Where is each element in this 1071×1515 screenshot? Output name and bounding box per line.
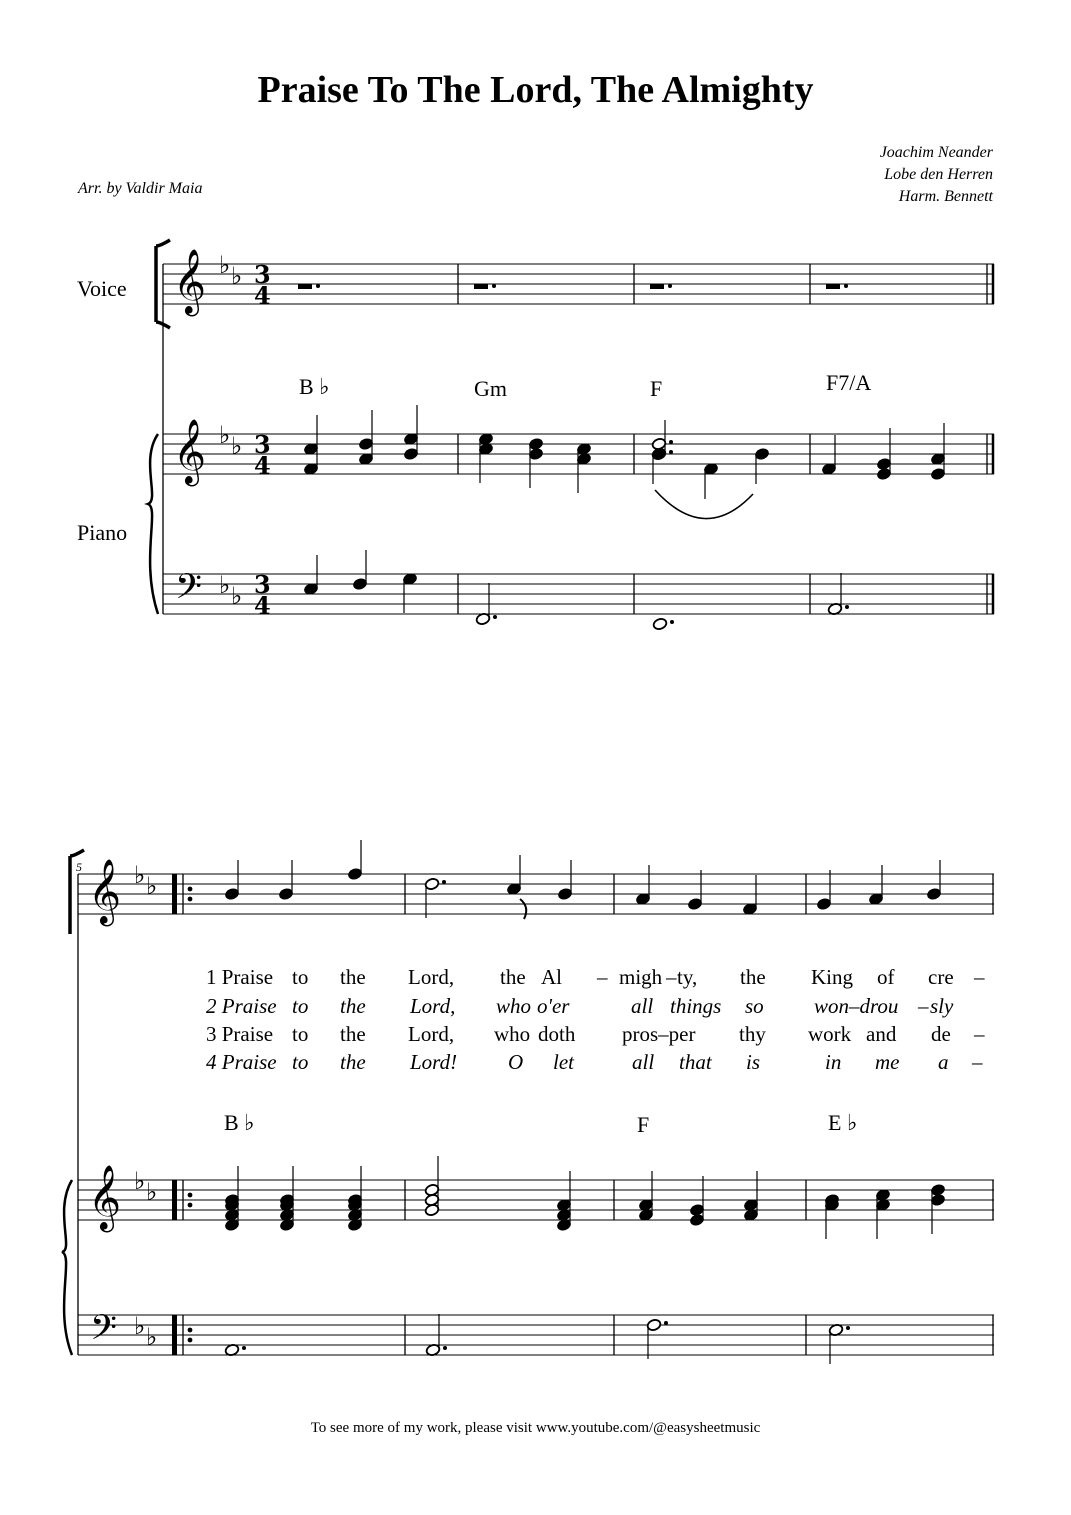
flat-icon: ♭ <box>231 262 243 290</box>
repeat-dot <box>188 1203 193 1208</box>
augmentation-dot <box>493 615 497 619</box>
instrument-piano-label: Piano <box>77 520 128 545</box>
lyric-syllable: who <box>496 994 532 1018</box>
voice-staff <box>78 874 994 914</box>
lyric-syllable: the <box>340 994 366 1018</box>
augmentation-dot <box>443 1346 447 1350</box>
lyric-syllable: to <box>292 1022 309 1046</box>
chord-symbol: Gm <box>474 376 507 401</box>
credit-line-2: Lobe den Herren <box>884 166 993 183</box>
lyric-syllable: me <box>875 1050 900 1074</box>
lyric-syllable: doth <box>538 1022 576 1046</box>
augmentation-dot <box>670 620 674 624</box>
augmentation-dot <box>492 284 496 288</box>
lyric-syllable: all <box>632 1050 655 1074</box>
lyric-syllable: Lord, <box>408 965 455 989</box>
lyric-syllable: won–drou <box>814 994 899 1018</box>
lyric-syllable: 1 Praise <box>206 965 274 989</box>
lyric-syllable: – <box>974 1022 985 1046</box>
treble-clef-icon: 𝄞 <box>173 419 207 484</box>
repeat-dot <box>188 1338 193 1343</box>
time-signature-denominator: 4 <box>254 451 271 480</box>
repeat-thick-bar <box>172 1315 177 1355</box>
song-title: Praise To The Lord, The Almighty <box>257 69 814 111</box>
time-signature-numerator: 3 <box>254 570 271 599</box>
lyric-syllable: – <box>972 1050 983 1074</box>
treble-clef-icon: 𝄞 <box>88 859 122 924</box>
lyric-syllable: ty, <box>677 965 698 989</box>
time-signature-denominator: 4 <box>254 281 271 310</box>
flag <box>520 899 526 919</box>
lyric-syllable: 3 Praise <box>206 1022 274 1046</box>
flat-icon: ♭ <box>219 571 231 599</box>
lyric-syllable: Lord! <box>410 1050 458 1074</box>
lyric-syllable: Al <box>541 965 562 989</box>
lyric-syllable: work <box>808 1022 852 1046</box>
flat-icon: ♭ <box>146 1178 158 1206</box>
piano-brace <box>148 434 158 614</box>
flat-icon: ♭ <box>219 421 231 449</box>
chord-symbol: F7/A <box>826 370 872 395</box>
lyric-syllable: of <box>877 965 895 989</box>
lyric-syllable: to <box>292 1050 309 1074</box>
lyric-syllable: the <box>740 965 766 989</box>
lyric-syllable: so <box>745 994 764 1018</box>
repeat-dot <box>188 1193 193 1198</box>
lyric-syllable: Lord, <box>410 994 456 1018</box>
repeat-dot <box>188 897 193 902</box>
repeat-dot <box>188 1328 193 1333</box>
lyric-syllable: – <box>974 965 985 989</box>
half-rest <box>298 284 312 289</box>
notehead <box>652 617 667 630</box>
lyric-syllable: to <box>292 965 309 989</box>
lyric-syllable: 2 Praise <box>206 994 277 1018</box>
half-rest <box>826 284 840 289</box>
lyric-syllable: who <box>494 1022 531 1046</box>
lyric-syllable: things <box>670 994 722 1018</box>
lyric-syllable: – <box>918 994 929 1018</box>
lyric-syllable: the <box>340 1050 366 1074</box>
lyric-syllable: pros–per <box>622 1022 696 1046</box>
flat-icon: ♭ <box>219 251 231 279</box>
lyric-syllable: the <box>340 1022 366 1046</box>
lyric-syllable: is <box>746 1050 761 1074</box>
augmentation-dot <box>668 284 672 288</box>
lyric-syllable: – <box>666 965 677 989</box>
lyric-syllable: a <box>938 1050 949 1074</box>
flat-icon: ♭ <box>231 582 243 610</box>
lyric-syllable: sly <box>930 994 954 1018</box>
piano-bass-staff <box>163 574 994 614</box>
treble-clef-icon: 𝄞 <box>173 249 207 314</box>
augmentation-dot <box>846 1326 850 1330</box>
augmentation-dot <box>845 605 849 609</box>
voice-staff <box>163 264 994 304</box>
lyric-syllable: in <box>825 1050 842 1074</box>
lyric-syllable: and <box>866 1022 897 1046</box>
flat-icon: ♭ <box>146 872 158 900</box>
time-signature-denominator: 4 <box>254 591 271 620</box>
half-rest <box>474 284 488 289</box>
piano-brace <box>62 1180 72 1355</box>
bass-clef-icon: 𝄢 <box>175 566 203 615</box>
lyric-syllable: let <box>553 1050 574 1074</box>
lyric-syllable: thy <box>739 1022 766 1046</box>
lyric-syllable: 4 Praise <box>206 1050 277 1074</box>
augmentation-dot <box>242 1346 246 1350</box>
chord-symbol: B ♭ <box>224 1110 255 1135</box>
flat-icon: ♭ <box>231 432 243 460</box>
lyric-syllable: de <box>931 1022 951 1046</box>
chord-symbol: E ♭ <box>828 1110 858 1135</box>
flat-icon: ♭ <box>146 1323 158 1351</box>
augmentation-dot <box>316 284 320 288</box>
arranger-credit: Arr. by Valdir Maia <box>78 180 203 197</box>
augmentation-dot <box>669 440 673 444</box>
repeat-thick-bar <box>172 874 177 914</box>
measure-number: 5 <box>76 860 82 874</box>
flat-icon: ♭ <box>134 1312 146 1340</box>
chord-symbol: B ♭ <box>299 374 330 399</box>
lyric-syllable: all <box>631 994 654 1018</box>
lyric-syllable: o'er <box>537 994 570 1018</box>
lyric-syllable: Lord, <box>408 1022 455 1046</box>
flat-icon: ♭ <box>134 1167 146 1195</box>
piano-bass-staff <box>78 1315 994 1355</box>
lyric-syllable: that <box>679 1050 712 1074</box>
augmentation-dot <box>442 880 446 884</box>
credit-line-1: Joachim Neander <box>879 144 993 161</box>
chord-symbol: F <box>650 376 663 401</box>
instrument-voice-label: Voice <box>77 276 127 301</box>
augmentation-dot <box>844 284 848 288</box>
half-rest <box>650 284 664 289</box>
credit-line-3: Harm. Bennett <box>898 188 993 205</box>
repeat-thick-bar <box>172 1180 177 1220</box>
repeat-dot <box>188 887 193 892</box>
flat-icon: ♭ <box>134 861 146 889</box>
time-signature-numerator: 3 <box>254 430 271 459</box>
lyric-syllable: King <box>811 965 853 989</box>
lyric-syllable: migh <box>619 965 663 989</box>
augmentation-dot <box>669 450 673 454</box>
chord-symbol: F <box>637 1112 650 1137</box>
lyric-syllable: cre <box>928 965 954 989</box>
treble-clef-icon: 𝄞 <box>88 1165 122 1230</box>
piano-treble-staff <box>78 1180 994 1220</box>
footer-link-text: To see more of my work, please visit www.youtube.com/@easysheetmusic <box>310 1420 761 1436</box>
lyric-syllable: to <box>292 994 309 1018</box>
lyric-syllable: the <box>500 965 526 989</box>
lyric-syllable: O <box>508 1050 524 1074</box>
lyric-syllable: – <box>597 965 608 989</box>
bass-clef-icon: 𝄢 <box>90 1307 118 1356</box>
time-signature-numerator: 3 <box>254 260 271 289</box>
slur <box>655 490 753 519</box>
lyric-syllable: the <box>340 965 366 989</box>
voice-bracket <box>70 850 84 934</box>
augmentation-dot <box>664 1321 668 1325</box>
